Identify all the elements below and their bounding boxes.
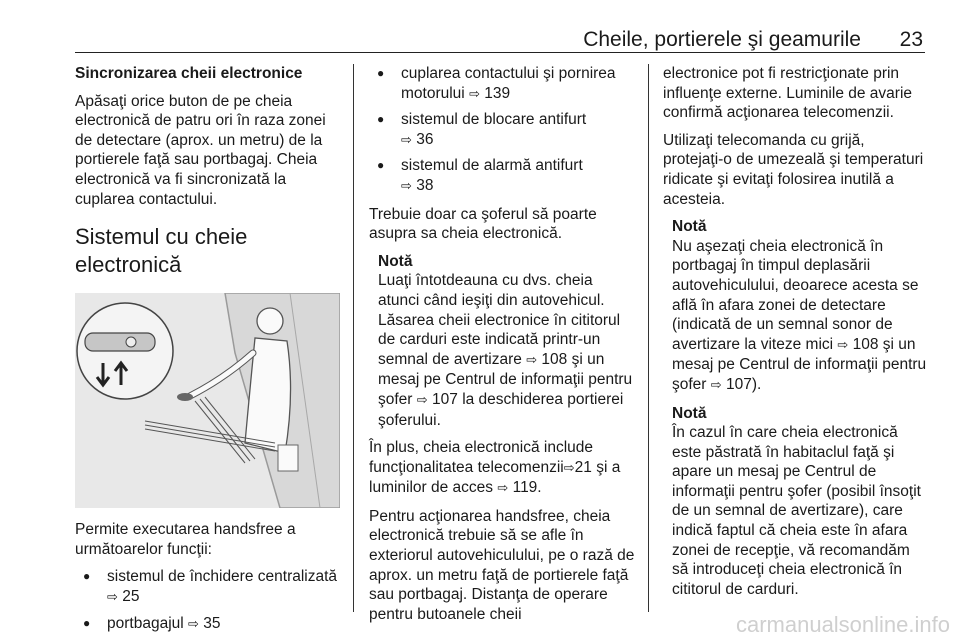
- page-reference-icon: ⇨: [416, 392, 428, 408]
- page-header: [75, 24, 925, 53]
- note-text: Lăsarea cheii electronice în cititorul de carduri este indicată printr-un semnal de avertizare ⇨ 108 şi un mesaj pe Centrul de informaţii pentru şofer ⇨ 107 la deschiderea portierei şoferului.: [378, 311, 633, 429]
- column-1: [75, 64, 340, 642]
- page-reference-icon: ⇨: [401, 178, 412, 194]
- page-reference-icon: ⇨: [188, 616, 199, 632]
- page-reference-icon: ⇨: [469, 86, 480, 102]
- remote-paragraph: În plus, cheia electronică include funcţionalitatea telecomenzii⇨21 şi a luminilor de acces ⇨ 119.: [369, 439, 621, 497]
- keyless-illustration-svg: [75, 293, 340, 508]
- list-item: ● cuplarea contactului şi pornirea motorului ⇨ 139: [369, 64, 637, 104]
- intro-paragraph: Permite executarea handsfree a următoarelor funcţii:: [75, 521, 296, 558]
- feature-list-2: [369, 64, 637, 197]
- column-3: [663, 64, 928, 607]
- feature-list-1: [75, 567, 340, 634]
- page-reference-icon: ⇨: [497, 481, 509, 497]
- note-text: În cazul în care cheia electronică este păstrată în habitaclul faţă şi apare un mesaj pe Centrul de informaţii pentru şofer (posibil însoţit de un semnal de avertizare), care indică faptul că cheia este în afara zonei de recepţie, vă recomandăm să introduceţi cheia electronică în cititorul de carduri.: [672, 424, 921, 598]
- sync-paragraph: Apăsaţi orice buton de pe cheia electronică de patru ori în raza zonei de detectare (aprox. un metru) de la portierele faţă sau portbagaj. Cheia electronică va fi sincronizată la cuplarea contactului.: [75, 92, 326, 208]
- page-reference-icon: ⇨: [563, 460, 575, 476]
- page-reference-icon: ⇨: [710, 377, 722, 393]
- watermark: carmanualsonline.info: [735, 612, 950, 637]
- page-number: 23: [899, 28, 923, 51]
- care-paragraph: Utilizaţi telecomanda cu grijă, protejaţi-o de umezeală şi temperaturi ridicate şi evitaţi folosirea inutilă a acesteia.: [663, 131, 924, 208]
- driver-key-paragraph: Trebuie doar ca şoferul să poarte asupra sa cheia electronică.: [369, 205, 597, 243]
- list-item: ● portbagajul ⇨ 35: [75, 614, 340, 635]
- restriction-paragraph: electronice pot fi restricţionate prin influenţe externe. Luminile de avarie confirmă acţionarea telecomenzii.: [663, 65, 913, 122]
- column-divider: [648, 64, 649, 612]
- note-title: Notă: [378, 252, 413, 270]
- note-block: [378, 252, 637, 430]
- page-reference-icon: ⇨: [837, 337, 849, 353]
- note-title: Notă: [672, 404, 707, 422]
- page-reference-icon: ⇨: [107, 589, 118, 605]
- page-reference-icon: ⇨: [526, 352, 538, 368]
- handsfree-paragraph: Pentru acţionarea handsfree, cheia electronică trebuie să se afle în exteriorul autovehiculului, pe o rază de aprox. un metru faţă de portierele faţă sau portbagaj. Distanţa de operare pentru butoanele cheii: [369, 507, 635, 623]
- page-reference-icon: ⇨: [401, 132, 412, 148]
- list-item: ● sistemul de alarmă antifurt ⇨ 38: [369, 156, 637, 196]
- note-text: Luaţi întotdeauna cu dvs. cheia atunci când ieşiţi din autovehicul.: [378, 272, 605, 309]
- sync-heading: Sincronizarea cheii electronice: [75, 65, 303, 82]
- column-2: [369, 64, 637, 632]
- list-item: ● sistemul de blocare antifurt ⇨ 36: [369, 110, 637, 150]
- note-title: Notă: [672, 218, 707, 236]
- keyless-entry-illustration: [75, 293, 340, 508]
- list-item: ● sistemul de închidere centralizată ⇨ 25: [75, 567, 340, 607]
- header-title: Cheile, portierele şi geamurile: [583, 28, 861, 51]
- note-block: Notă Nu aşezaţi cheia electronică în portbagaj în timpul deplasării autovehiculului, deoarece acesta se află în afara zonei de detectare (indicată de un semnal sonor de avertizare la viteze mici ⇨ 108 şi un mesaj pe Centrul de informaţii pentru şofer ⇨ 107). Notă În cazul în care cheia electronică este păstrată în habitaclul faţă şi apare un mesaj pe Centrul de informaţii pentru şofer (posibil însoţit de un semnal de avertizare), care indică faptul că cheia este în afara zonei de recepţie, vă recomandăm să introduceţi cheia electronică în cititorul de carduri.: [672, 218, 927, 598]
- column-divider: [353, 64, 354, 612]
- section-title: Sistemul cu cheie electronică: [75, 224, 248, 278]
